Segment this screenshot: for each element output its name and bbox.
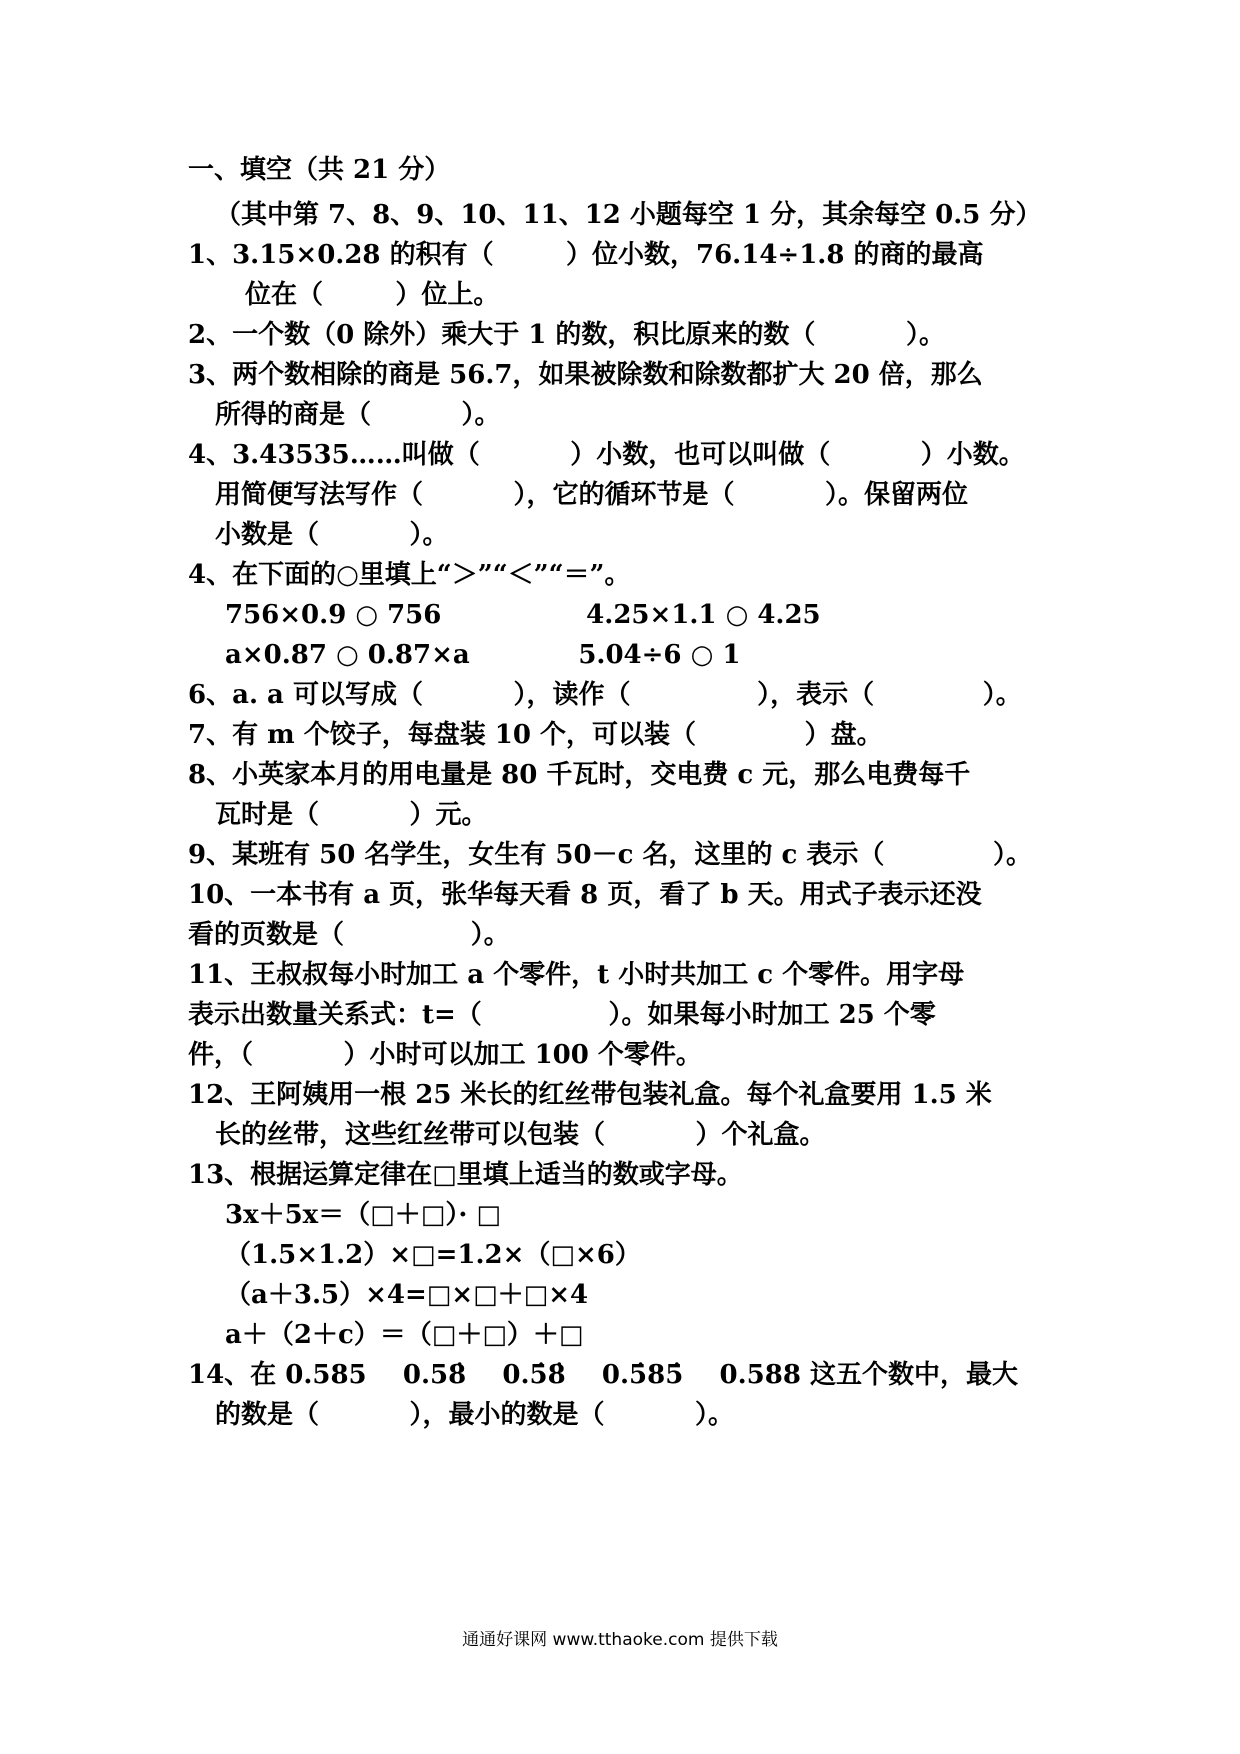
question-11-line-1: 11、王叔叔每小时加工 a 个零件，t 小时共加工 c 个零件。用字母 [188, 960, 965, 990]
question-4-line-2: 用简便写法写作（ ），它的循环节是（ ）。保留两位 [215, 480, 969, 510]
question-1-line-1: 1、3.15×0.28 的积有（ ）位小数，76.14÷1.8 的商的最高 [188, 240, 984, 270]
question-3-line-1: 3、两个数相除的商是 56.7，如果被除数和除数都扩大 20 倍，那么 [188, 360, 983, 390]
question-10-line-1: 10、一本书有 a 页，张华每天看 8 页，看了 b 天。用式子表示还没 [188, 880, 982, 910]
question-5-row-2: a×0.87 ○ 0.87×a 5.04÷6 ○ 1 [225, 640, 741, 670]
question-3-line-2: 所得的商是（ ）。 [215, 400, 501, 430]
question-5-title: 4、在下面的○里填上“＞”“＜”“＝”。 [188, 560, 631, 590]
question-12-line-1: 12、王阿姨用一根 25 米长的红丝带包装礼盒。每个礼盒要用 1.5 米 [188, 1080, 992, 1110]
question-9: 9、某班有 50 名学生，女生有 50－c 名，这里的 c 表示（ ）。 [188, 840, 1033, 870]
question-2: 2、一个数（0 除外）乘大于 1 的数，积比原来的数（ ）。 [188, 320, 945, 350]
question-6: 6、a. a 可以写成（ ），读作（ ），表示（ ）。 [188, 680, 1022, 710]
question-13-row-2: （1.5×1.2）×□=1.2×（□×6） [225, 1240, 641, 1270]
section-title: 一、填空（共 21 分） [188, 155, 451, 185]
question-11-line-3: 件，（ ）小时可以加工 100 个零件。 [188, 1040, 702, 1070]
question-5-row-1: 756×0.9 ○ 756 4.25×1.1 ○ 4.25 [225, 600, 821, 630]
question-12-line-2: 长的丝带，这些红丝带可以包装（ ）个礼盒。 [215, 1120, 826, 1150]
question-11-line-2: 表示出数量关系式：t=（ ）。如果每小时加工 25 个零 [188, 1000, 936, 1030]
question-4-line-1: 4、3.43535……叫做（ ）小数，也可以叫做（ ）小数。 [188, 440, 1025, 470]
question-13-title: 13、根据运算定律在□里填上适当的数或字母。 [188, 1160, 743, 1190]
question-4-line-3: 小数是（ ）。 [215, 520, 449, 550]
question-7: 7、有 m 个饺子，每盘装 10 个，可以装（ ）盘。 [188, 720, 883, 750]
question-14-line-1: 14、在 0.585 0.58̇ 0.5̇8̇ 0.5̇85̇ 0.588 这五个数中，最大 [188, 1360, 1019, 1390]
scoring-note: （其中第 7、8、9、10、11、12 小题每空 1 分，其余每空 0.5 分） [215, 200, 1042, 230]
question-8-line-1: 8、小英家本月的用电量是 80 千瓦时，交电费 c 元，那么电费每千 [188, 760, 971, 790]
question-13-row-4: a＋（2＋c）＝（□＋□）＋□ [225, 1320, 584, 1350]
footer-source: 通通好课网 www.tthaoke.com 提供下载 [462, 1630, 778, 1650]
question-10-line-2: 看的页数是（ ）。 [188, 920, 510, 950]
question-1-line-2: 位在（ ）位上。 [245, 280, 500, 310]
question-8-line-2: 瓦时是（ ）元。 [215, 800, 488, 830]
question-13-row-3: （a＋3.5）×4=□×□＋□×4 [225, 1280, 589, 1310]
question-14-line-2: 的数是（ ），最小的数是（ ）。 [215, 1400, 735, 1430]
question-13-row-1: 3x＋5x＝（□＋□）· □ [225, 1200, 501, 1230]
